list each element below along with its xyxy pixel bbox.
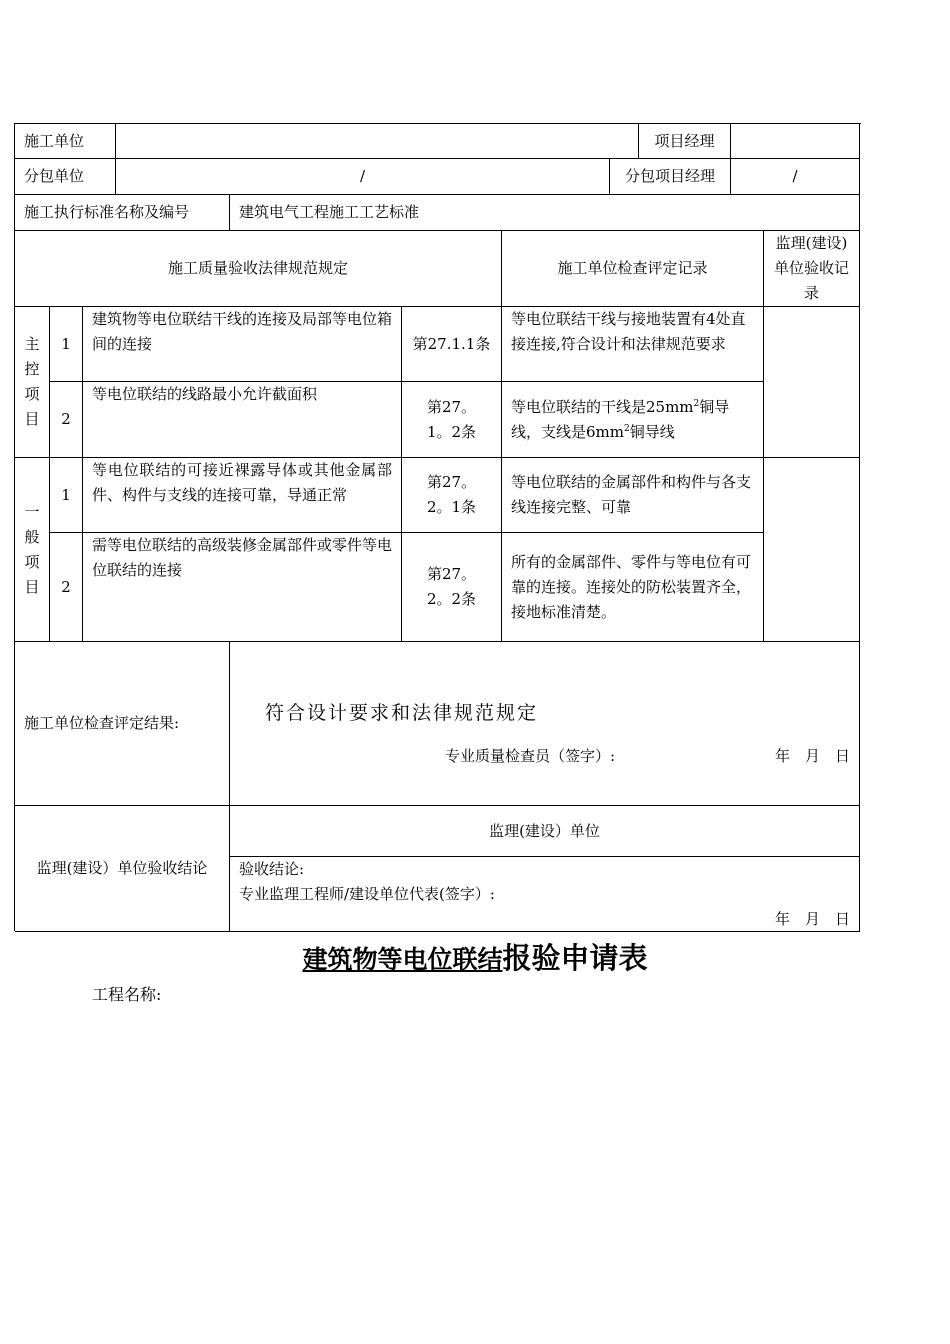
subcontractor-label: 分包单位 [15,159,116,195]
header-supervision: 监理(建设)单位验收记录 [764,231,860,307]
main-item-1-no: 1 [50,307,83,382]
project-manager-value [731,124,860,159]
general-item-2-clause: 第27。2。2条 [402,533,502,642]
conclusion-date: 年 月 日 [775,910,851,928]
general-item-1-no: 1 [50,458,83,533]
project-name-label: 工程名称: [92,985,162,1004]
contractor-label: 施工单位 [15,124,116,159]
main-item-2-desc: 等电位联结的线路最小允许截面积 [83,382,402,458]
main-item-2-record-text: 等电位联结的干线是$25mm^2$铜导线，支线是$6mm^2$铜导线 [511,397,730,441]
main-item-1-clause: 第27.1.1条 [402,307,502,382]
header-spec: 施工质量验收法律规范规定 [15,231,502,307]
sub-project-manager-value: / [731,159,860,195]
main-item-2-record [502,382,764,458]
general-item-1-clause: 第27。2。1条 [402,458,502,533]
sub-project-manager-label: 分包项目经理 [610,159,731,195]
result-label: 施工单位检查评定结果: [15,642,230,806]
quality-inspector-signature: 专业质量检查员（签字）: [445,747,616,765]
title-underlined: 建筑物等电位联结 [302,945,503,974]
general-items-group-label: 一般项目 [15,458,50,642]
acceptance-verdict: 验收结论: [239,860,305,878]
contractor-value [116,124,639,159]
main-item-2-clause: 第27。1。2条 [402,382,502,458]
conclusion-label: 监理(建设）单位验收结论 [15,806,230,932]
general-item-1-desc: 等电位联结的可接近裸露导体或其他金属部件、构件与支线的连接可靠，导通正常 [83,458,402,533]
general-item-2-desc: 需等电位联结的高级装修金属部件或零件等电位联结的连接 [83,533,402,642]
general-item-2-no: 2 [50,533,83,642]
main-items-group-label: 主控项目 [15,307,50,458]
title-rest: 报验申请表 [502,941,648,975]
project-manager-label: 项目经理 [639,124,731,159]
standard-value: 建筑电气工程施工工艺标准 [230,195,860,231]
conclusion-area [230,857,860,932]
inspection-form-table [14,123,861,931]
main-items-supervision-cell [764,307,860,458]
handwritten-result: 符合设计要求和法律规范规定 [265,702,539,724]
subcontractor-value: / [116,159,610,195]
main-item-1-record: 等电位联结干线与接地装置有4处直接连接,符合设计和法律规范要求 [502,307,764,382]
result-date: 年 月 日 [775,747,851,765]
general-items-supervision-cell [764,458,860,642]
standard-label: 施工执行标准名称及编号 [15,195,230,231]
general-item-1-record: 等电位联结的金属部件和构件与各支线连接完整、可靠 [502,458,764,533]
supervision-unit: 监理(建设）单位 [230,806,860,857]
document-title [0,938,950,980]
main-item-2-no: 2 [50,382,83,458]
main-item-1-desc: 建筑物等电位联结干线的连接及局部等电位箱间的连接 [83,307,402,382]
supervising-engineer-signature: 专业监理工程师/建设单位代表(签字）: [239,885,495,903]
general-item-2-record: 所有的金属部件、零件与等电位有可靠的连接。连接处的防松装置齐全，接地标准清楚。 [502,533,764,642]
header-record: 施工单位检查评定记录 [502,231,764,307]
